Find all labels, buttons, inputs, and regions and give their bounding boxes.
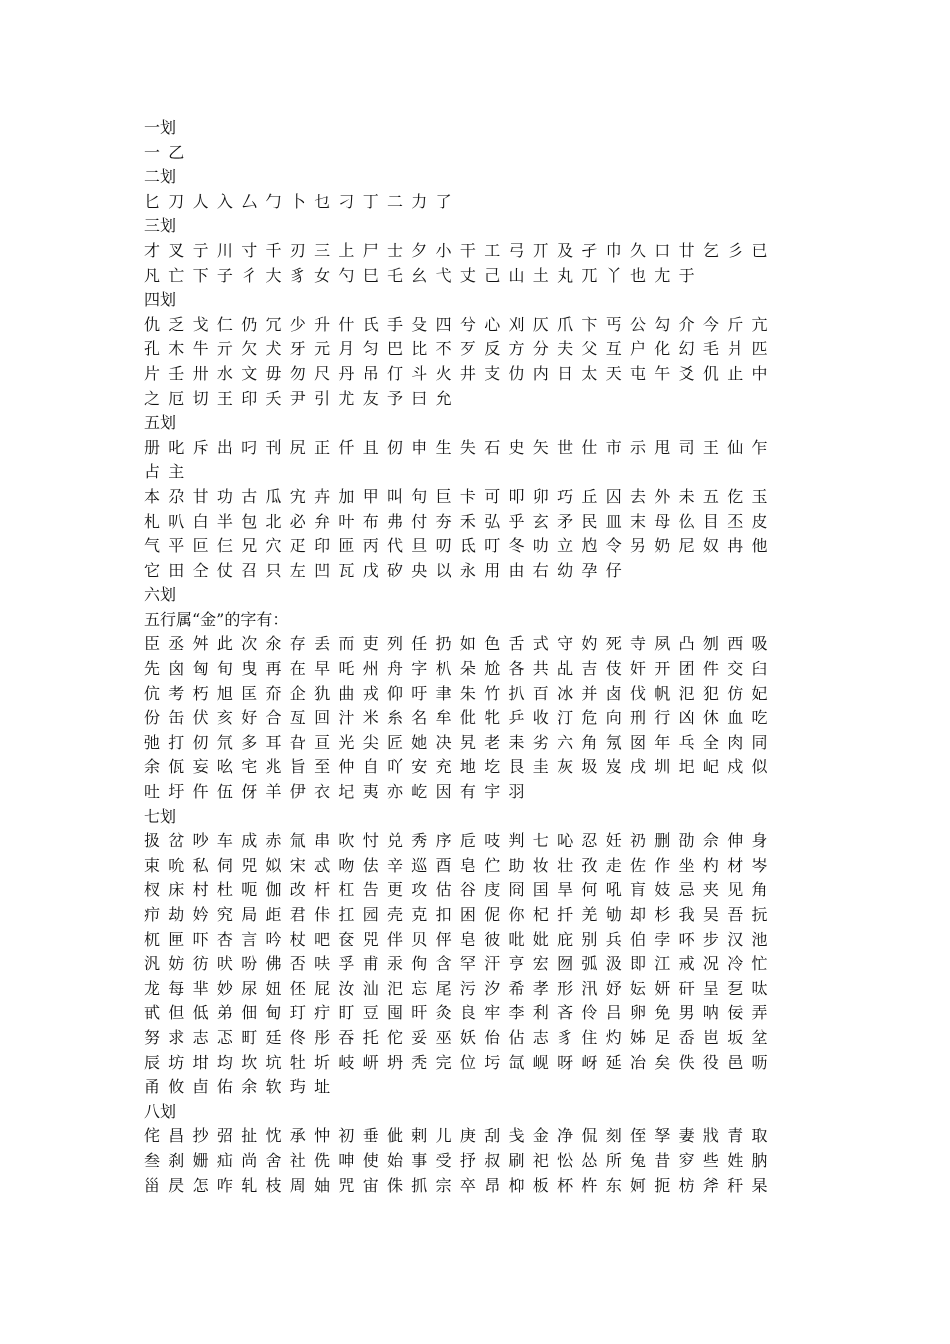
character-line: 份缶伏亥好合亙回汁米糸名牟仳牝乒收汀危向刑行凶休血吃 (144, 708, 776, 728)
character-line: 汎妨彷吠吩佛否呋孚甫汞佝含罕汗亨宏囫弧汲即江戒况冷忙 (144, 954, 776, 974)
character-line: 占主 (144, 462, 193, 482)
section-heading: 八划 (144, 1101, 177, 1121)
character-line: 甙但低弟佃甸玎疔盯豆囤旰灸良牢李利吝伶吕卵免男呐佞弄 (144, 1003, 776, 1023)
character-line: 余佤妄吆宅兆旨至仲自吖安充地圪艮圭灰圾岌戌圳圯屺戍似 (144, 757, 776, 777)
character-line: 先囟匈旬曳再在早吒州舟字朳朵尬各共乩吉伎奸开团件交臼 (144, 659, 776, 679)
character-line: 杌匣吓杏言吟杖吧奁兕伴贝伻皂彼吡妣庇别兵伯孛吥步汉池 (144, 929, 776, 949)
section-heading: 四划 (144, 290, 177, 310)
character-line: 气平叵仨兄穴疋印匝丙代旦叨氐叮冬叻立尥令另奶尼奴冉他 (144, 536, 776, 556)
section-heading: 一划 (144, 118, 177, 137)
section-heading: 七划 (144, 806, 177, 826)
character-line: 凡亡下子彳大豸女勺巳乇幺弋丈己山土丸兀丫也尢于 (144, 265, 703, 285)
character-line: 札叭白半包北必弁叶布弗付夯禾弘乎玄矛民皿末母仫目丕皮 (144, 511, 776, 531)
character-line: 仇乏戈仁仍冗少升什氏手殳四兮心刈仄爪卞丐公勾介今斤亢 (144, 314, 776, 334)
character-line: 扱岔吵车成赤氚串吹忖兑秀序卮吱判七吣忍妊礽删劭佘伸身 (144, 831, 776, 851)
character-line: 本尕甘功古瓜宄卉加甲叫句巨卡可叩卯巧丘囚去外未五仡玉 (144, 486, 776, 506)
character-line: 伉考朽旭匡夼企犰曲戎仰吁聿朱竹扒百冰并卤伐帆氾犯仿妃 (144, 683, 776, 703)
character-line: 才叉亍川寸千刃三上尸士夕小干工弓丌及孑巾久口廿乞彡已 (144, 240, 776, 260)
section-heading: 三划 (144, 216, 177, 236)
character-line: 册叱斥出叼刊尻正仟且仞申生失石史矢世仕市示甩司王仙乍 (144, 437, 776, 457)
character-line: 甾昃怎咋轧枝周妯咒宙侏抓宗卒昂枊板杯杵东妸扼枋斧秆杲 (144, 1175, 776, 1195)
section-heading: 五行属“金”的字有： (144, 609, 289, 629)
section-heading: 二划 (144, 167, 177, 187)
character-line: 束吮私伺兕姒宋忒吻佉辛巡酉皂伫助妆壮孜走佐作坐杓材岑 (144, 855, 776, 875)
document-page (144, 116, 814, 1198)
character-line: 甬攸卣佑余软玙址 (144, 1077, 339, 1097)
character-line: 片壬卅水文毋勿尺丹吊仃斗火井支仂内日太天屯午爻仉止中 (144, 363, 776, 383)
character-line: 弛打仞氘多耳旮亘光尖匠她决旯老耒劣六角氖囡年乓全肉同 (144, 732, 776, 752)
character-line: 叁刹姗疝尚舍社侁呻使始事受抒叔刷祀忪怂所兔昔穸些姓肭 (144, 1150, 776, 1170)
character-line: 臣丞舛此次氽存丢而吏列任扔如色舌式守妁死寺夙凸刎西吸 (144, 634, 776, 654)
character-line: 一乙 (144, 142, 193, 162)
character-line: 孔木牛亓欠犬牙元月匀巴比不歹反方分夫父互户化幻毛爿匹 (144, 339, 776, 359)
section-heading: 五划 (144, 413, 177, 433)
character-line: 杈床村杜呃伽改杆杠告更攻估谷庋冏囯旱何吼肓妓忌夹见角 (144, 880, 776, 900)
character-line: 它田仝仗召只左凹瓦戊矽央以永用由右幼孕仔 (144, 560, 631, 580)
character-line: 吐圩仵伍伢羊伊衣圮夷亦屹因有宇羽 (144, 782, 533, 802)
character-line: 之厄切王印夭尹引尤友予曰允 (144, 388, 460, 408)
character-line: 侘昌抄弨扯忱承忡初垂佌剌儿庚刮戋金净侃刻侄孥妻戕青取 (144, 1126, 776, 1146)
character-line: 努求志忑町廷佟彤吞托佗妥巫妖佁佔志豸住灼姊足岙岜坂坌 (144, 1027, 776, 1047)
character-line: 匕刀人入厶勹卜乜刁丁二力了 (144, 191, 460, 211)
character-line: 龙每芈妙尿妞伾屁汝汕汜忘尾污汐希孝形汛妤妘妍矸呈乭呔 (144, 978, 776, 998)
character-line: 疖劫妗究局歫君佧扛园壳克扣困伲你杞扦羌劬却杉我吴吾抏 (144, 905, 776, 924)
section-heading: 六划 (144, 585, 177, 605)
character-line: 辰坊坩均坎坑牡圻岐岍坍秃完位圬氙岘呀岈延冶矣佚役邑呖 (144, 1052, 776, 1072)
